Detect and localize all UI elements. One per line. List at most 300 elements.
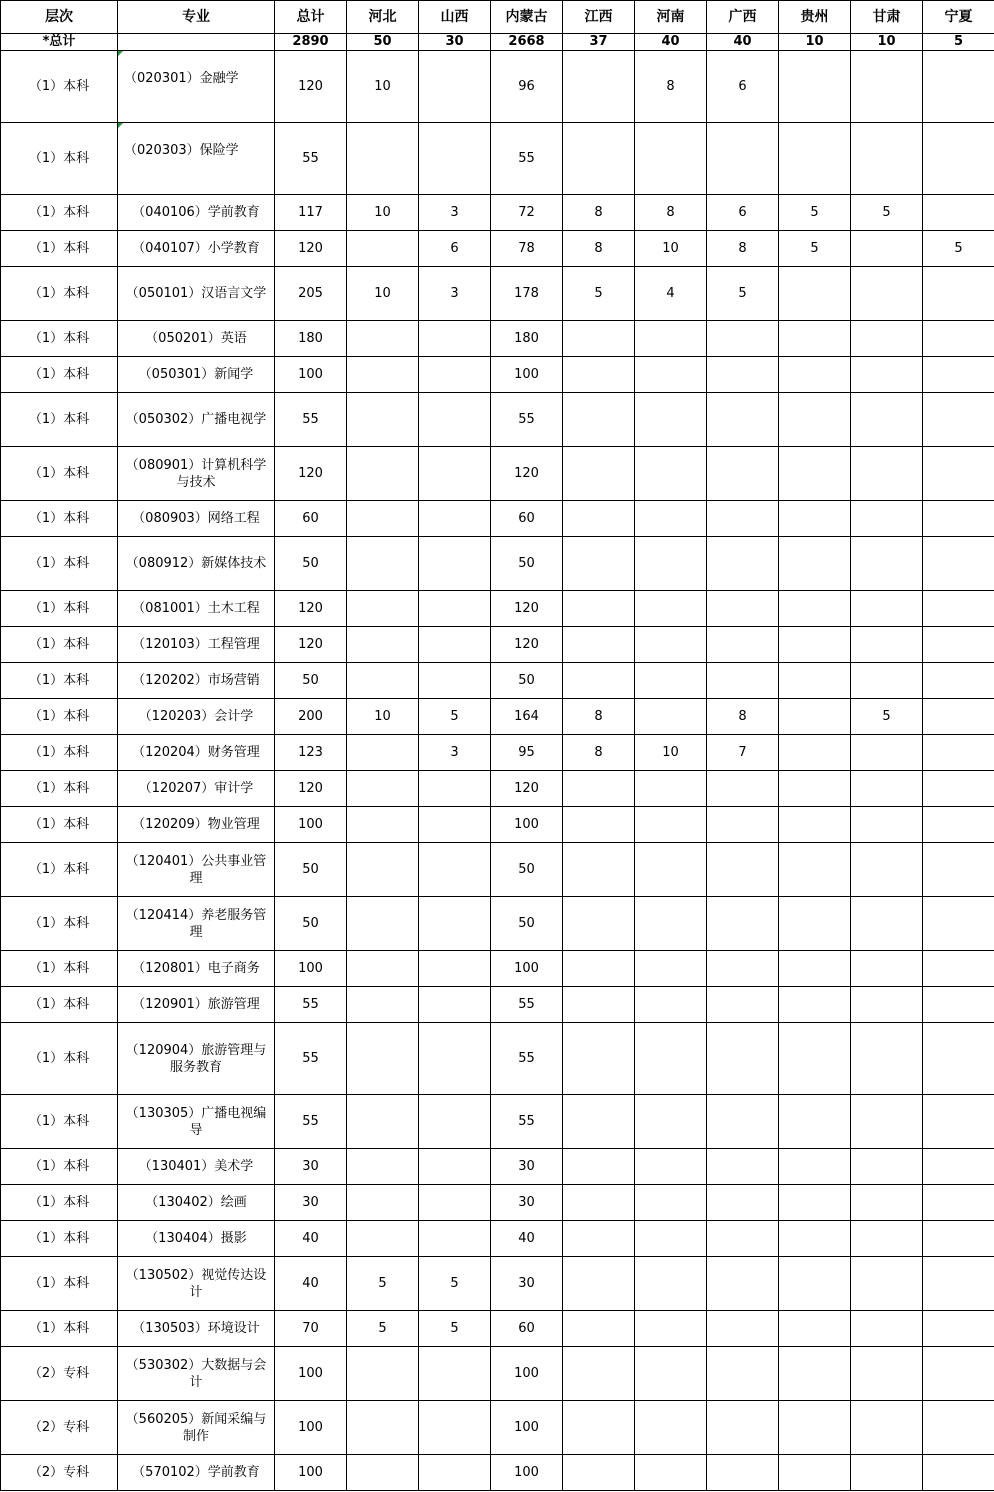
cell-neimenggu: 30 [491,1185,563,1221]
cell-ningxia [923,1023,994,1095]
cell-guangxi [707,1221,779,1257]
cell-hebei [347,987,419,1023]
cell-ningxia [923,1095,994,1149]
cell-neimenggu: 55 [491,393,563,447]
cell-guizhou [779,987,851,1023]
cell-jiangxi [563,1221,635,1257]
cell-major: （050201）英语 [118,321,275,357]
cell-henan [635,897,707,951]
cell-major: （020301）金融学 [118,51,275,123]
cell-ningxia [923,951,994,987]
cell-total: 120 [275,447,347,501]
cell-major: （080912）新媒体技术 [118,537,275,591]
cell-gansu [851,1455,923,1491]
cell-guizhou [779,1023,851,1095]
cell-neimenggu: 95 [491,735,563,771]
cell-hebei [347,393,419,447]
cell-jiangxi [563,1185,635,1221]
cell-henan: 8 [635,51,707,123]
cell-ningxia [923,627,994,663]
cell-level: （1）本科 [1,447,118,501]
table-row [1,627,994,663]
cell-total: 50 [275,663,347,699]
cell-henan: 10 [635,231,707,267]
cell-jiangxi [563,1347,635,1401]
header-hebei: 河北 [347,1,419,34]
table-row [1,447,994,501]
cell-major: （570102）学前教育 [118,1455,275,1491]
cell-gansu [851,897,923,951]
cell-gansu [851,987,923,1023]
cell-neimenggu: 120 [491,591,563,627]
cell-jiangxi [563,591,635,627]
header-total: 总计 [275,1,347,34]
table-row [1,591,994,627]
cell-henan [635,987,707,1023]
table-row [1,1023,994,1095]
cell-total: 100 [275,951,347,987]
cell-neimenggu: 72 [491,195,563,231]
table-row [1,1221,994,1257]
cell-hebei [347,591,419,627]
table-row [1,951,994,987]
cell-jiangxi [563,1257,635,1311]
cell-henan [635,663,707,699]
cell-total: 50 [275,537,347,591]
cell-neimenggu: 120 [491,771,563,807]
header-level: 层次 [1,1,118,34]
cell-guangxi: 6 [707,195,779,231]
cell-henan [635,807,707,843]
cell-major: （080901）计算机科学与技术 [118,447,275,501]
cell-hebei [347,1455,419,1491]
cell-level: （1）本科 [1,1185,118,1221]
cell-guangxi [707,897,779,951]
cell-hebei: 10 [347,699,419,735]
cell-level: （1）本科 [1,627,118,663]
cell-total: 100 [275,807,347,843]
cell-ningxia [923,843,994,897]
table-row [1,51,994,123]
cell-ningxia [923,393,994,447]
cell-level: （1）本科 [1,321,118,357]
cell-henan: 4 [635,267,707,321]
cell-guangxi [707,447,779,501]
table-row [1,735,994,771]
cell-major: （081001）土木工程 [118,591,275,627]
cell-ningxia [923,807,994,843]
cell-hebei [347,663,419,699]
cell-henan [635,1185,707,1221]
cell-jiangxi [563,357,635,393]
cell-neimenggu: 78 [491,231,563,267]
cell-gansu [851,123,923,195]
cell-level: （1）本科 [1,501,118,537]
cell-total: 30 [275,1185,347,1221]
cell-neimenggu: 50 [491,537,563,591]
cell-shanxi [419,627,491,663]
cell-total: 200 [275,699,347,735]
cell-guizhou [779,357,851,393]
cell-level: （1）本科 [1,1257,118,1311]
table-row [1,1311,994,1347]
cell-guangxi: 6 [707,51,779,123]
total-jiangxi: 37 [563,34,635,51]
cell-jiangxi [563,537,635,591]
cell-hebei [347,537,419,591]
cell-guizhou [779,1095,851,1149]
table-row [1,1455,994,1491]
cell-total: 120 [275,51,347,123]
table-row [1,393,994,447]
cell-major: （020303）保险学 [118,123,275,195]
cell-shanxi [419,51,491,123]
cell-jiangxi [563,393,635,447]
cell-neimenggu: 180 [491,321,563,357]
table-row [1,321,994,357]
cell-gansu: 5 [851,699,923,735]
cell-neimenggu: 100 [491,951,563,987]
table-row [1,501,994,537]
cell-total: 120 [275,627,347,663]
header-neimenggu: 内蒙古 [491,1,563,34]
cell-gansu [851,537,923,591]
cell-ningxia [923,537,994,591]
cell-guizhou [779,537,851,591]
cell-ningxia [923,195,994,231]
cell-gansu [851,627,923,663]
cell-hebei: 5 [347,1257,419,1311]
cell-level: （1）本科 [1,1311,118,1347]
cell-shanxi [419,1455,491,1491]
cell-henan [635,537,707,591]
cell-shanxi [419,393,491,447]
cell-guangxi [707,501,779,537]
cell-guizhou [779,807,851,843]
cell-total: 117 [275,195,347,231]
cell-gansu [851,51,923,123]
cell-guangxi [707,321,779,357]
cell-total: 55 [275,123,347,195]
cell-guizhou [779,1185,851,1221]
cell-guizhou [779,951,851,987]
cell-ningxia [923,123,994,195]
cell-jiangxi [563,321,635,357]
cell-level: （1）本科 [1,195,118,231]
cell-shanxi: 3 [419,267,491,321]
cell-shanxi [419,357,491,393]
table-row [1,771,994,807]
cell-total: 50 [275,843,347,897]
cell-major: （130401）美术学 [118,1149,275,1185]
header-henan: 河南 [635,1,707,34]
cell-level: （1）本科 [1,231,118,267]
cell-hebei [347,447,419,501]
cell-guangxi: 5 [707,267,779,321]
cell-total: 30 [275,1149,347,1185]
cell-ningxia [923,987,994,1023]
cell-major: （040106）学前教育 [118,195,275,231]
cell-neimenggu: 30 [491,1257,563,1311]
cell-gansu [851,1221,923,1257]
cell-guangxi [707,357,779,393]
cell-guizhou [779,591,851,627]
cell-total: 100 [275,1455,347,1491]
cell-ningxia [923,267,994,321]
cell-guangxi [707,123,779,195]
cell-gansu [851,1311,923,1347]
cell-jiangxi [563,1149,635,1185]
cell-major: （120203）会计学 [118,699,275,735]
cell-neimenggu: 40 [491,1221,563,1257]
cell-jiangxi [563,1023,635,1095]
cell-hebei [347,735,419,771]
cell-major: （130404）摄影 [118,1221,275,1257]
cell-guangxi [707,1023,779,1095]
cell-shanxi [419,501,491,537]
cell-level: （1）本科 [1,807,118,843]
cell-level: （1）本科 [1,987,118,1023]
cell-guizhou [779,1347,851,1401]
cell-major: （120207）审计学 [118,771,275,807]
cell-level: （1）本科 [1,537,118,591]
cell-major: （050302）广播电视学 [118,393,275,447]
cell-hebei [347,1185,419,1221]
cell-jiangxi [563,1455,635,1491]
total-ningxia: 5 [923,34,994,51]
cell-henan [635,1311,707,1347]
cell-henan: 8 [635,195,707,231]
cell-total: 100 [275,357,347,393]
cell-ningxia [923,51,994,123]
cell-shanxi: 5 [419,1311,491,1347]
cell-shanxi: 3 [419,735,491,771]
cell-jiangxi [563,987,635,1023]
cell-total: 40 [275,1221,347,1257]
cell-ningxia [923,1185,994,1221]
cell-gansu [851,231,923,267]
cell-henan [635,1455,707,1491]
cell-guizhou [779,1221,851,1257]
cell-neimenggu: 96 [491,51,563,123]
cell-gansu [851,447,923,501]
cell-level: （1）本科 [1,951,118,987]
cell-henan [635,771,707,807]
cell-gansu [851,1149,923,1185]
cell-gansu [851,321,923,357]
cell-hebei [347,123,419,195]
cell-jiangxi [563,1095,635,1149]
cell-shanxi: 6 [419,231,491,267]
cell-shanxi [419,843,491,897]
cell-ningxia [923,591,994,627]
cell-jiangxi [563,843,635,897]
header-guizhou: 贵州 [779,1,851,34]
table-row [1,195,994,231]
cell-shanxi [419,807,491,843]
cell-jiangxi [563,1401,635,1455]
cell-level: （1）本科 [1,1095,118,1149]
cell-guangxi [707,1347,779,1401]
cell-hebei: 5 [347,1311,419,1347]
cell-gansu [851,1347,923,1401]
cell-total: 70 [275,1311,347,1347]
cell-major: （120904）旅游管理与服务教育 [118,1023,275,1095]
cell-guangxi [707,393,779,447]
cell-total: 55 [275,393,347,447]
cell-guizhou [779,1149,851,1185]
cell-hebei [347,771,419,807]
cell-ningxia [923,357,994,393]
cell-guizhou [779,1311,851,1347]
cell-shanxi [419,447,491,501]
cell-jiangxi: 8 [563,195,635,231]
cell-major: （120202）市场营销 [118,663,275,699]
cell-jiangxi [563,51,635,123]
cell-guangxi [707,1455,779,1491]
cell-henan [635,699,707,735]
cell-hebei [347,627,419,663]
cell-total: 123 [275,735,347,771]
cell-hebei: 10 [347,267,419,321]
cell-guizhou [779,1257,851,1311]
cell-major: （050301）新闻学 [118,357,275,393]
table-row [1,807,994,843]
cell-shanxi [419,987,491,1023]
cell-jiangxi [563,501,635,537]
cell-guangxi [707,771,779,807]
table-row [1,1149,994,1185]
header-gansu: 甘肃 [851,1,923,34]
cell-major: （120414）养老服务管理 [118,897,275,951]
cell-henan [635,123,707,195]
cell-guizhou [779,123,851,195]
cell-total: 180 [275,321,347,357]
header-guangxi: 广西 [707,1,779,34]
total-row [1,34,994,51]
cell-gansu [851,843,923,897]
cell-gansu [851,591,923,627]
cell-level: （1）本科 [1,1023,118,1095]
cell-major: （560205）新闻采编与制作 [118,1401,275,1455]
cell-shanxi [419,1185,491,1221]
cell-total: 55 [275,1023,347,1095]
cell-hebei [347,1023,419,1095]
cell-henan [635,843,707,897]
cell-level: （2）专科 [1,1455,118,1491]
cell-neimenggu: 60 [491,501,563,537]
cell-hebei [347,1401,419,1455]
cell-guangxi [707,1185,779,1221]
cell-hebei: 10 [347,195,419,231]
cell-jiangxi [563,447,635,501]
cell-gansu [851,501,923,537]
header-row [1,1,994,34]
cell-guizhou [779,393,851,447]
cell-guangxi [707,1257,779,1311]
table-row [1,1347,994,1401]
cell-level: （1）本科 [1,663,118,699]
cell-major: （120401）公共事业管理 [118,843,275,897]
cell-neimenggu: 55 [491,123,563,195]
cell-shanxi: 5 [419,1257,491,1311]
cell-guangxi [707,663,779,699]
cell-level: （1）本科 [1,771,118,807]
cell-guizhou [779,1401,851,1455]
cell-guangxi: 8 [707,699,779,735]
header-jiangxi: 江西 [563,1,635,34]
cell-henan [635,1347,707,1401]
cell-gansu [851,267,923,321]
cell-ningxia [923,1401,994,1455]
total-level: *总计 [1,34,118,51]
cell-henan: 10 [635,735,707,771]
cell-ningxia [923,771,994,807]
table-row [1,1257,994,1311]
table-row [1,663,994,699]
cell-level: （1）本科 [1,591,118,627]
cell-jiangxi [563,663,635,699]
table-row [1,1185,994,1221]
cell-gansu [851,663,923,699]
total-henan: 40 [635,34,707,51]
cell-guizhou [779,771,851,807]
cell-guizhou [779,447,851,501]
cell-guangxi [707,1311,779,1347]
cell-total: 60 [275,501,347,537]
cell-jiangxi [563,1311,635,1347]
cell-guizhou: 5 [779,231,851,267]
cell-guangxi [707,987,779,1023]
cell-shanxi [419,123,491,195]
cell-shanxi [419,1347,491,1401]
cell-shanxi [419,537,491,591]
total-total: 2890 [275,34,347,51]
cell-shanxi: 3 [419,195,491,231]
cell-guangxi [707,807,779,843]
cell-jiangxi [563,627,635,663]
cell-gansu [851,357,923,393]
total-guangxi: 40 [707,34,779,51]
cell-neimenggu: 50 [491,663,563,699]
cell-shanxi [419,1221,491,1257]
cell-jiangxi: 5 [563,267,635,321]
cell-hebei [347,357,419,393]
cell-level: （1）本科 [1,1221,118,1257]
cell-shanxi [419,321,491,357]
cell-ningxia [923,447,994,501]
cell-total: 120 [275,771,347,807]
cell-total: 205 [275,267,347,321]
header-ningxia: 宁夏 [923,1,994,34]
cell-guangxi [707,843,779,897]
cell-major: （080903）网络工程 [118,501,275,537]
cell-shanxi [419,1095,491,1149]
table-row [1,267,994,321]
table-row [1,537,994,591]
cell-hebei [347,1095,419,1149]
cell-major: （130402）绘画 [118,1185,275,1221]
header-major: 专业 [118,1,275,34]
cell-hebei [347,807,419,843]
cell-neimenggu: 100 [491,1347,563,1401]
header-shanxi: 山西 [419,1,491,34]
cell-gansu [851,1095,923,1149]
cell-level: （1）本科 [1,1149,118,1185]
cell-ningxia [923,1257,994,1311]
table-row [1,843,994,897]
cell-major: （040107）小学教育 [118,231,275,267]
